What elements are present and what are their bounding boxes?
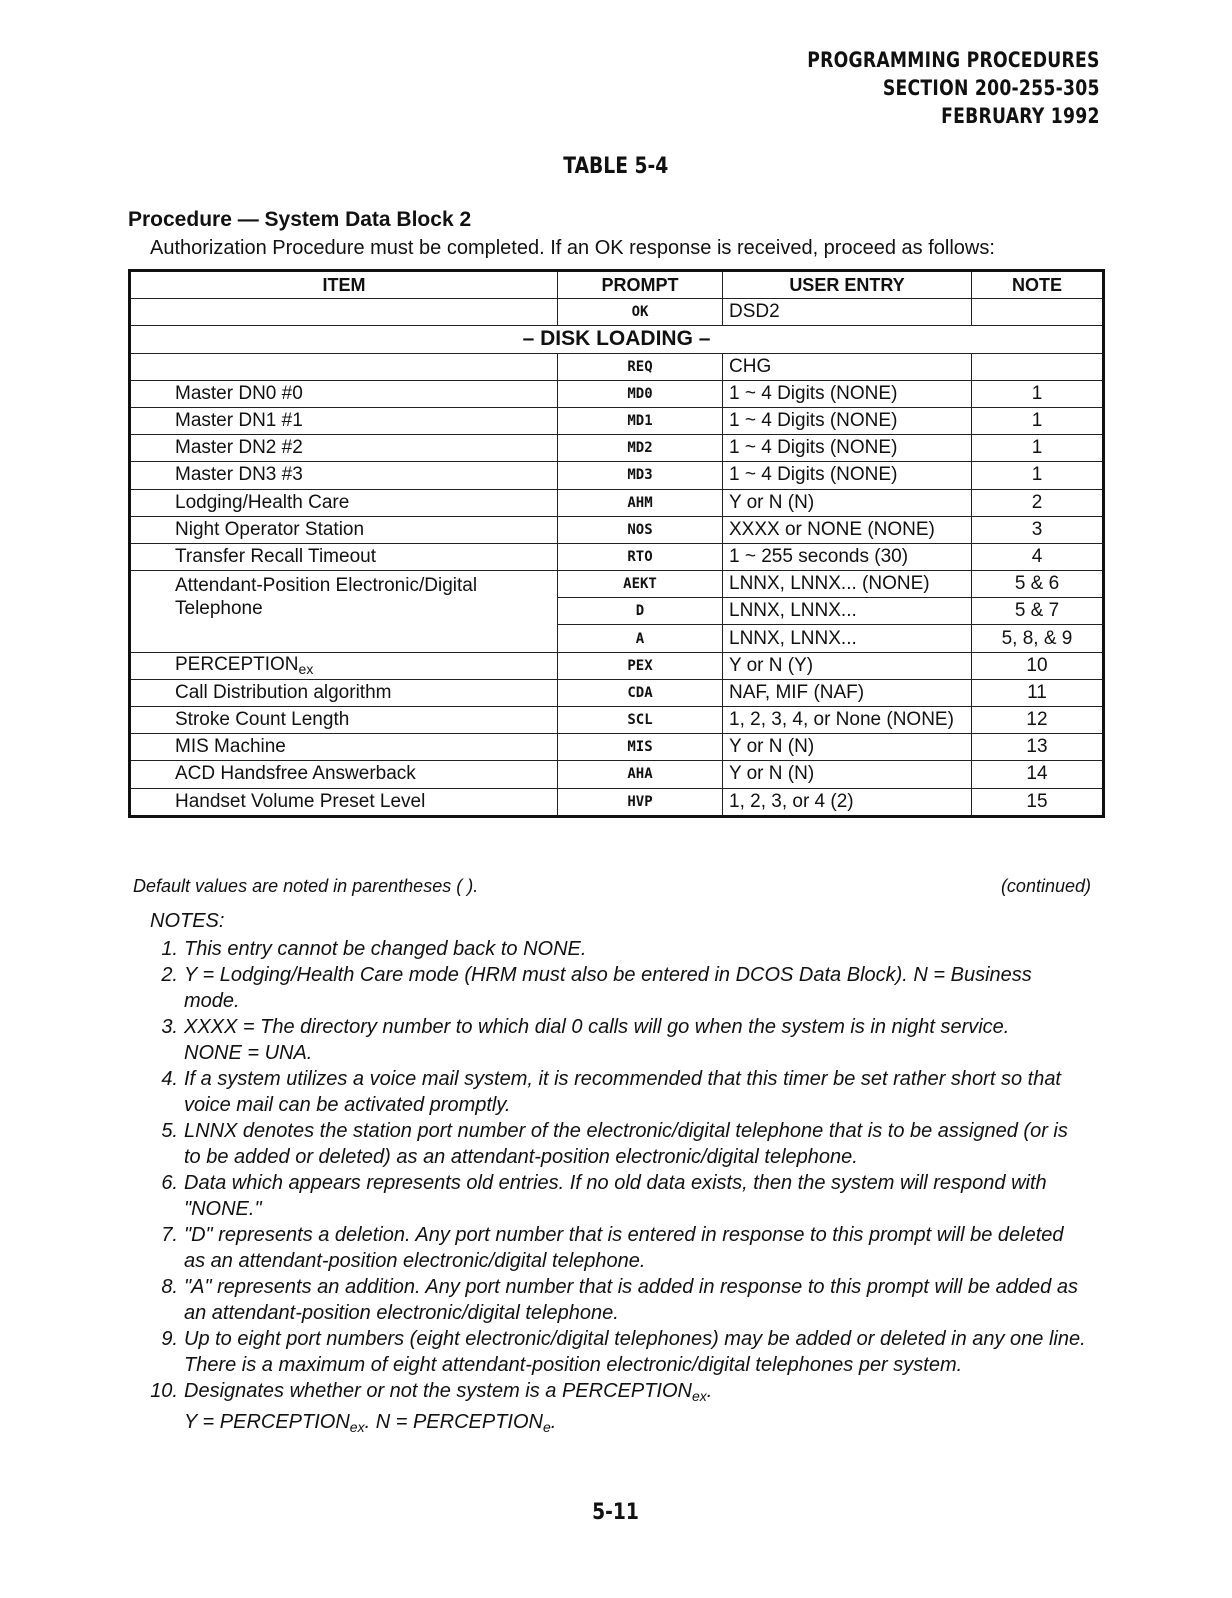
row-user-entry: LNNX, LNNX... (NONE) [723,571,972,598]
row-user-entry: Y or N (Y) [723,652,972,679]
row-user-entry: XXXX or NONE (NONE) [723,516,972,543]
column-header-note: NOTE [972,271,1104,299]
row-note: 10 [972,652,1104,679]
table-row [130,652,1104,679]
table-row [130,571,1104,598]
row-user-entry: 1 ~ 4 Digits (NONE) [723,380,972,407]
note-text: Up to eight port numbers (eight electronic/digital telephones) may be added or deleted in any one line. There is a maximum of eight attendant-position electronic/digital telephones per system. [184,1328,1086,1376]
note-text: LNNX denotes the station port number of the electronic/digital telephone that is to be assigned (or is to be added or deleted) as an attendant-position electronic/digital telephone. [184,1120,1068,1168]
row-prompt: CDA [558,679,723,706]
note-subscript: ex [349,1419,365,1435]
note-number: 1. [161,938,178,960]
table-row [130,543,1104,570]
table-row [130,707,1104,734]
row-user-entry: LNNX, LNNX... [723,625,972,652]
note-text: . N = PERCEPTION [364,1411,543,1433]
row-user-entry: DSD2 [723,299,972,326]
row-prompt: HVP [558,788,723,816]
note-text: Y = PERCEPTION [184,1411,350,1433]
row-item: ACD Handsfree Answerback [130,761,558,788]
row-user-entry: Y or N (N) [723,734,972,761]
note-item [150,1274,1090,1326]
note-subscript: ex [691,1388,707,1404]
row-prompt: RTO [558,543,723,570]
column-header-item: ITEM [130,271,558,299]
row-item: Transfer Recall Timeout [130,543,558,570]
row-prompt: REQ [558,353,723,380]
row-item: Master DN3 #3 [130,462,558,489]
table-row [130,761,1104,788]
note-subscript: e [542,1419,551,1435]
table-row [130,380,1104,407]
row-note: 4 [972,543,1104,570]
row-prompt: AEKT [558,571,723,598]
row-note: 13 [972,734,1104,761]
note-item [150,1118,1090,1170]
row-item: Master DN2 #2 [130,435,558,462]
row-note: 14 [972,761,1104,788]
table-row [130,788,1104,816]
row-user-entry: 1, 2, 3, or 4 (2) [723,788,972,816]
note-text: XXXX = The directory number to which dial 0 calls will go when the system is in night service. [184,1016,1010,1038]
row-user-entry: 1 ~ 4 Digits (NONE) [723,407,972,434]
note-item [150,1378,1090,1440]
table-row [130,462,1104,489]
row-item: Attendant-Position Electronic/Digital Telephone [130,571,558,653]
row-user-entry: 1 ~ 255 seconds (30) [723,543,972,570]
table-row [130,679,1104,706]
note-number: 2. [161,964,178,986]
row-prompt: MD2 [558,435,723,462]
note-number: 5. [161,1120,178,1142]
procedure-title: Procedure — System Data Block 2 [128,208,472,231]
note-item [150,1066,1090,1118]
row-prompt: MD0 [558,380,723,407]
row-item: Night Operator Station [130,516,558,543]
row-note: 11 [972,679,1104,706]
header-line-1: PROGRAMMING PROCEDURES [807,48,1100,72]
note-text: Y = Lodging/Health Care mode (HRM must also be entered in DCOS Data Block). N = Business mode. [184,964,1032,1012]
perception-text: PERCEPTION [175,654,299,676]
perception-subscript: ex [298,661,314,678]
note-item [150,1326,1090,1378]
note-text-end: . [706,1380,713,1402]
table-title: TABLE 5-4 [563,154,669,179]
note-text: Data which appears represents old entries. If no old data exists, then the system will respond with "NONE." [184,1172,1047,1220]
note-text-continued: NONE = UNA. [184,1042,313,1064]
table-row [130,407,1104,434]
continued-label: (continued) [1000,876,1091,896]
notes-list [150,936,1090,1440]
note-number: 3. [161,1016,178,1038]
note-number: 6. [161,1172,178,1194]
row-item: Master DN0 #0 [130,380,558,407]
row-prompt: OK [558,299,723,326]
row-note: 15 [972,788,1104,816]
page-number: 5-11 [592,1500,640,1525]
row-prompt: MIS [558,734,723,761]
default-values-note: Default values are noted in parentheses ( ). [133,876,479,896]
row-prompt: PEX [558,652,723,679]
row-prompt: MD3 [558,462,723,489]
section-label-disk-loading: – DISK LOADING – [130,326,1104,353]
row-item [130,353,558,380]
row-prompt: MD1 [558,407,723,434]
note-item [150,1222,1090,1274]
note-item [150,1170,1090,1222]
row-user-entry: 1 ~ 4 Digits (NONE) [723,435,972,462]
row-prompt: D [558,598,723,625]
row-prompt: AHA [558,761,723,788]
note-number: 8. [161,1276,178,1298]
table-row [130,516,1104,543]
row-user-entry: Y or N (N) [723,489,972,516]
row-prompt: AHM [558,489,723,516]
page-header [808,46,1100,130]
row-note: 1 [972,407,1104,434]
note-item [150,962,1090,1014]
row-prompt: SCL [558,707,723,734]
column-header-user-entry: USER ENTRY [723,271,972,299]
note-text: "A" represents an addition. Any port number that is added in response to this prompt will be added as an attendant-position electronic/digital telephone. [184,1276,1078,1324]
procedure-intro: Authorization Procedure must be completed. If an OK response is received, proceed as follows: [150,237,995,259]
row-note: 1 [972,435,1104,462]
note-number: 4. [161,1068,178,1090]
row-item: Handset Volume Preset Level [130,788,558,816]
row-note: 5 & 7 [972,598,1104,625]
procedure-table [128,269,1105,818]
row-prompt: NOS [558,516,723,543]
note-number: 7. [161,1224,178,1246]
note-number: 9. [161,1328,178,1350]
row-item: Call Distribution algorithm [130,679,558,706]
section-row [130,326,1104,353]
note-item [150,936,1090,962]
note-text-end: . [550,1411,557,1433]
note-item [150,1014,1090,1066]
row-note: 5 & 6 [972,571,1104,598]
row-item [130,299,558,326]
note-text: If a system utilizes a voice mail system, it is recommended that this timer be set rather short so that voice mail can be activated promptly. [184,1068,1061,1116]
note-text: Designates whether or not the system is a PERCEPTION [184,1380,692,1402]
header-line-3: FEBRUARY 1992 [941,104,1100,128]
row-user-entry: 1, 2, 3, 4, or None (NONE) [723,707,972,734]
table-row [130,435,1104,462]
row-note: 1 [972,462,1104,489]
row-item: Master DN1 #1 [130,407,558,434]
row-note: 5, 8, & 9 [972,625,1104,652]
row-note: 1 [972,380,1104,407]
row-prompt: A [558,625,723,652]
header-line-2: SECTION 200-255-305 [883,76,1100,100]
row-item [130,652,558,679]
column-header-prompt: PROMPT [558,271,723,299]
note-text: "D" represents a deletion. Any port number that is entered in response to this prompt will be deleted as an attendant-position electronic/digital telephone. [184,1224,1064,1272]
notes-heading: NOTES: [150,910,225,932]
table-header-row [130,271,1104,299]
table-row [130,299,1104,326]
row-item: Stroke Count Length [130,707,558,734]
row-note [972,353,1104,380]
row-note: 3 [972,516,1104,543]
row-note: 12 [972,707,1104,734]
row-user-entry: NAF, MIF (NAF) [723,679,972,706]
row-user-entry: LNNX, LNNX... [723,598,972,625]
row-user-entry: Y or N (N) [723,761,972,788]
row-user-entry: CHG [723,353,972,380]
row-item: MIS Machine [130,734,558,761]
row-note: 2 [972,489,1104,516]
row-note [972,299,1104,326]
table-row [130,353,1104,380]
note-number: 10. [150,1380,178,1402]
row-item: Lodging/Health Care [130,489,558,516]
row-user-entry: 1 ~ 4 Digits (NONE) [723,462,972,489]
note-text: This entry cannot be changed back to NONE. [184,938,587,960]
table-row [130,734,1104,761]
table-row [130,489,1104,516]
